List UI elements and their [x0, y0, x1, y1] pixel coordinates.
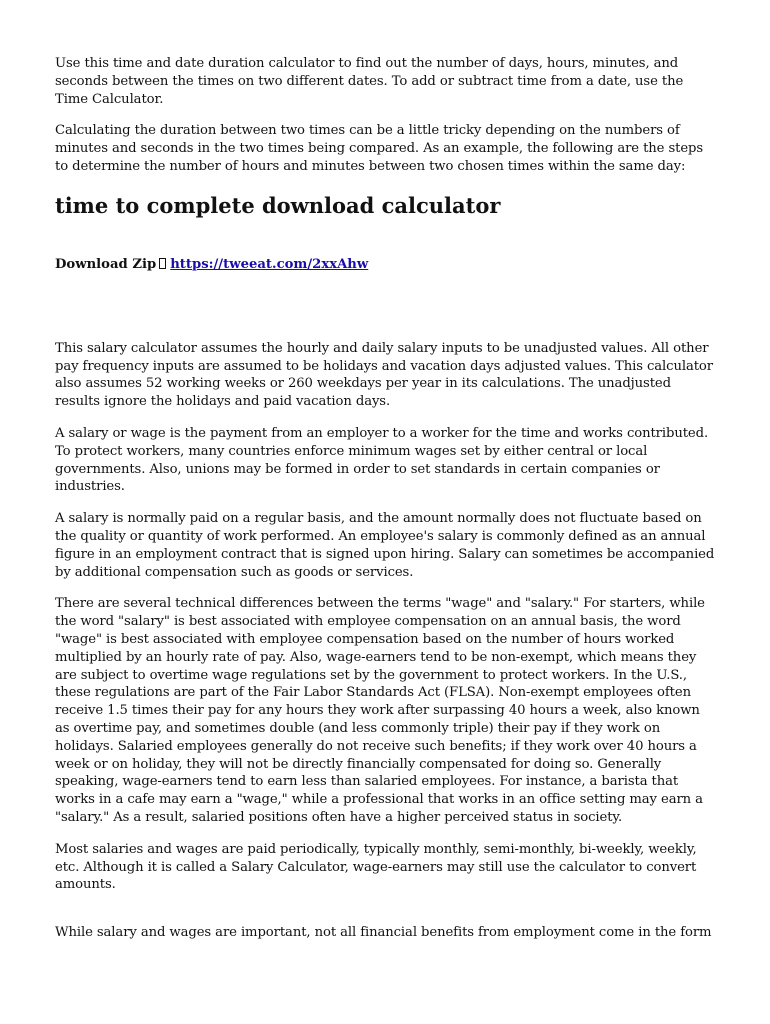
document-page	[55, 55, 715, 942]
body-paragraph-1: This salary calculator assumes the hourly and daily salary inputs to be unadjusted values. All other pay frequency inputs are assumed to be holidays and vacation days adjusted values. This calculator also assumes 52 working weeks or 260 weekdays per year in its calculations. The unadjusted results ignore the holidays and paid vacation days.	[55, 340, 713, 410]
intro-paragraph-1: Use this time and date duration calculator to find out the number of days, hours, minutes, and seconds between the times on two different dates. To add or subtract time from a date, use the Time Calculator.	[55, 56, 684, 107]
intro-paragraph-2: Calculating the duration between two times can be a little tricky depending on the numbers of minutes and seconds in the two times being compared. As an example, the following are the steps to determine the number of hours and minutes between two chosen times within the same day:	[55, 123, 704, 174]
body-paragraph-2: A salary or wage is the payment from an employer to a worker for the time and works contributed. To protect workers, many countries enforce minimum wages set by either central or local governments. Also, unions may be formed in order to set standards in certain companies or industries.	[55, 425, 709, 495]
missing-glyph-icon	[159, 258, 166, 269]
body-paragraph-3: A salary is normally paid on a regular basis, and the amount normally does not fluctuate based on the quality or quantity of work performed. An employee's salary is commonly defined as an annual figure in an employment contract that is signed upon hiring. Salary can sometimes be accompanied by additional compensation such as goods or services.	[55, 511, 715, 580]
download-label: Download Zip	[55, 256, 157, 272]
download-line	[55, 256, 715, 274]
download-link[interactable]: https://tweeat.com/2xxAhw	[170, 256, 369, 272]
body-paragraph-6: While salary and wages are important, not all financial benefits from employment come in the form	[55, 925, 712, 941]
page-title: time to complete download calculator	[55, 192, 501, 218]
body-paragraph-5: Most salaries and wages are paid periodically, typically monthly, semi-monthly, bi-weekly, weekly, etc. Although it is called a Salary Calculator, wage-earners may still use the calculator to convert amounts.	[55, 841, 697, 893]
body-paragraph-4: There are several technical differences between the terms "wage" and "salary." For starters, while the word "salary" is best associated with employee compensation on an annual basis, the word "wage" is best associated with employee compensation based on the number of hours worked multiplied by an hourly rate of pay. Also, wage-earners tend to be non-exempt, which means they are subject to overtime wage regulations set by the government to protect workers. In the U.S., these regulations are part of the Fair Labor Standards Act (FLSA). Non-exempt employees often receive 1.5 times their pay for any hours they work after surpassing 40 hours a week, also known as overtime pay, and sometimes double (and less commonly triple) their pay if they work on holidays. Salaried employees generally do not receive such benefits; if they work over 40 hours a week or on holiday, they will not be directly financially compensated for doing so. Generally speaking, wage-earners tend to earn less than salaried employees. For instance, a barista that works in a cafe may earn a "wage," while a professional that works in an office setting may earn a "salary." As a result, salaried positions often have a higher perceived status in society.	[55, 596, 705, 825]
